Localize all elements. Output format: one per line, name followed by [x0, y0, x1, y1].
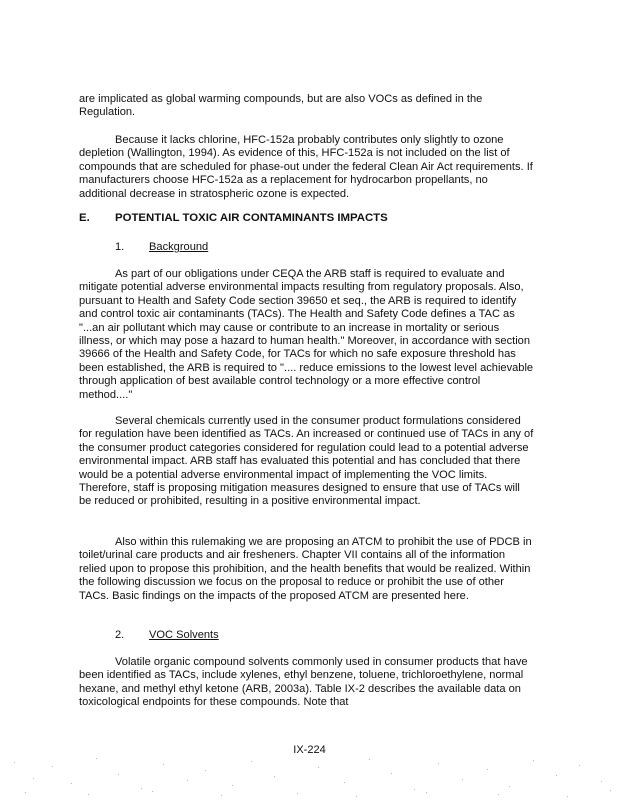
- scan-noise: [0, 752, 619, 800]
- paragraph-hfc-152a: Because it lacks chlorine, HFC-152a probably contributes only slightly to ozone depletion (Wallington, 1994). As evidence of this, HFC-152a is not included on the list of compounds that are scheduled for phase-out under the federal Clean Air Act requirements. If manufacturers choose HFC-152a as a replacement for hydrocarbon propellants, no additional decrease in stratospheric ozone is expected.: [79, 134, 533, 200]
- subsection-number: 1.: [115, 241, 125, 253]
- paragraph-regulation-continuation: are implicated as global warming compounds, but are also VOCs as defined in the Regulation.: [79, 93, 483, 119]
- paragraph-tac-chemicals: Several chemicals currently used in the consumer product formulations considered for regulation have been identified as TACs. An increased or continued use of TACs in any of the consumer product categories considered for regulation could lead to a potential adverse environmental impact. ARB staff has evaluated this potential and has concluded that there would be a potential adverse environmental impact of implementing the VOC limits. Therefore, staff is proposing mitigation measures designed to ensure that use of TACs will be reduced or prohibited, resulting in a positive environmental impact.: [79, 415, 534, 508]
- page-number: IX-224: [293, 744, 326, 756]
- subsection-number: 2.: [115, 629, 125, 641]
- section-heading-e: [79, 212, 388, 224]
- section-title: POTENTIAL TOXIC AIR CONTAMINANTS IMPACTS: [115, 212, 388, 224]
- paragraph-pdcb-atcm: Also within this rulemaking we are proposing an ATCM to prohibit the use of PDCB in toilet/urinal care products and air fresheners. Chapter VII contains all of the information relied upon to propose this prohibition, and the health benefits that would be realized. Within the following discussion we focus on the proposal to reduce or prohibit the use of other TACs. Basic findings on the impacts of the proposed ATCM are presented here.: [79, 536, 532, 602]
- subsection-heading-background: [115, 241, 208, 253]
- section-letter: E.: [79, 212, 90, 224]
- subsection-heading-voc-solvents: [115, 629, 219, 641]
- subsection-title: VOC Solvents: [149, 629, 219, 641]
- subsection-title: Background: [149, 241, 209, 253]
- paragraph-ceqa-obligations: As part of our obligations under CEQA the ARB staff is required to evaluate and mitigate potential adverse environmental impacts resulting from regulatory proposals. Also, pursuant to Health and Safety Code section 39650 et seq., the ARB is required to identify and control toxic air contaminants (TACs). The Health and Safety Code defines a TAC as "...an air pollutant which may cause or contribute to an increase in mortality or serious illness, or which may pose a hazard to human health." Moreover, in accordance with section 39666 of the Health and Safety Code, for TACs for which no safe exposure threshold has been established, the ARB is required to ".... reduce emissions to the lowest level achievable through application of best available control technology or a more effective control method....": [79, 268, 534, 401]
- paragraph-voc-solvents: Volatile organic compound solvents commonly used in consumer products that have been identified as TACs, include xylenes, ethyl benzene, toluene, trichloroethylene, normal hexane, and methyl ethyl ketone (ARB, 2003a). Table IX-2 describes the available data on toxicological endpoints for these compounds. Note that: [79, 656, 528, 709]
